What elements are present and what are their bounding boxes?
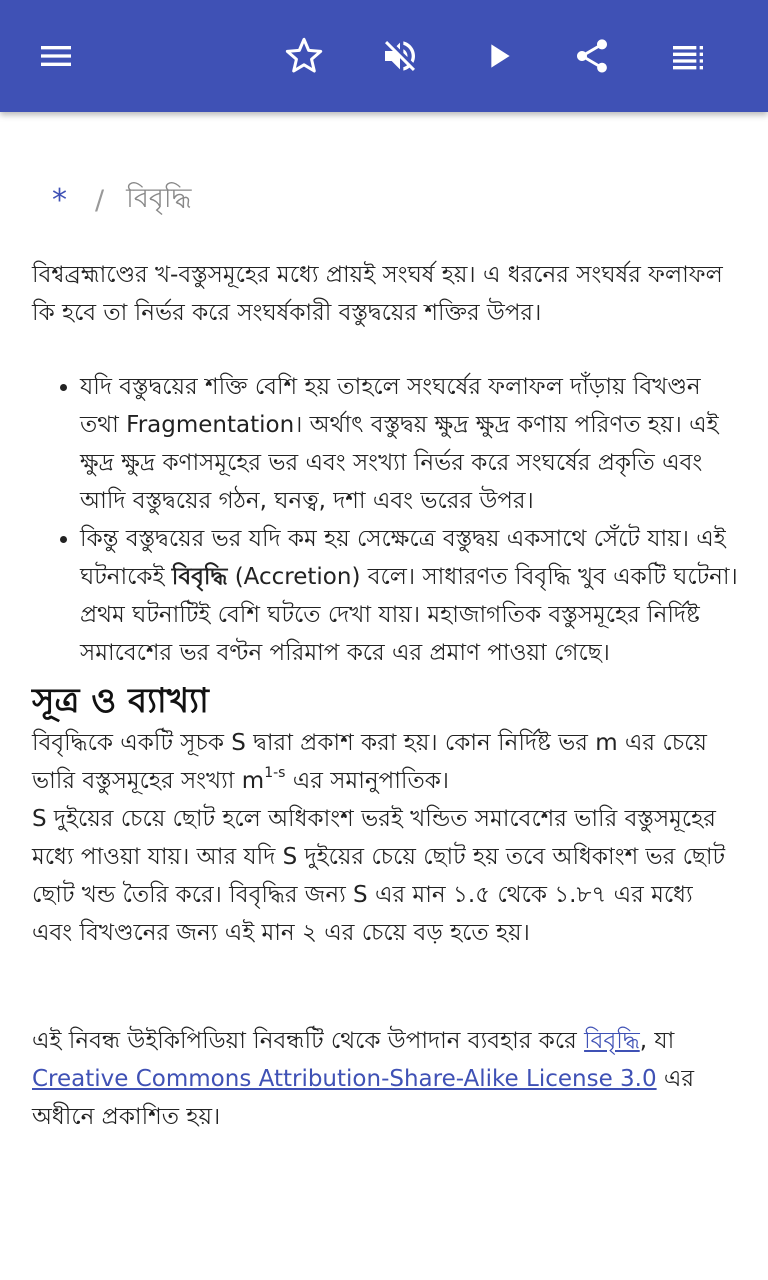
breadcrumb-current: বিবৃদ্ধি [126, 183, 192, 214]
share-button[interactable] [564, 28, 620, 84]
bullet2-text-start: কিন্তু বস্তুদ্বয়ের ভর যদি কম হয় সেক্ষেত্রে বস্তুদ্বয় একসাথে সেঁটে যায়। এই ঘটনাকেই [80, 526, 726, 590]
share-icon [572, 36, 612, 76]
play-icon [478, 36, 518, 76]
spacer [32, 952, 740, 1022]
attribution-text-start: এই নিবন্ধ উইকিপিডিয়া নিবন্ধটি থেকে উপাদান ব্যবহার করে [32, 1028, 585, 1054]
formula-text-start: বিবৃদ্ধিকে একটি সূচক S দ্বারা প্রকাশ করা হয়। কোন নির্দিষ্ট ভর m এর চেয়ে ভারি বস্তুসমূহের সংখ্যা m [32, 730, 707, 794]
menu-button[interactable] [28, 28, 84, 84]
star-icon [284, 36, 324, 76]
menu-icon [36, 36, 76, 76]
favorite-button[interactable] [276, 28, 332, 84]
formula-text-end: এর সমানুপাতিক। [285, 768, 450, 794]
play-button[interactable] [470, 28, 526, 84]
bullet2-text-end: (Accretion) বলে। সাধারণত বিবৃদ্ধি খুব একটি ঘটেনা। প্রথম ঘটনাটিই বেশি ঘটতে দেখা যায়। মহাজাগতিক বস্তুসমূহের নির্দিষ্ট সমাবেশের ভর বণ্টন পরিমাপ করে এর প্রমাণ পাওয়া গেছে। [80, 564, 738, 666]
list-item [80, 520, 740, 672]
formula-paragraph [32, 724, 740, 800]
attribution-text-mid: , যা [639, 1028, 675, 1054]
list-item: • যদি বস্তুদ্বয়ের শক্তি বেশি হয় তাহলে সংঘর্ষের ফলাফল দাঁড়ায় বিখণ্ডন তথা Fragmentation। অর্থাৎ বস্তুদ্বয় ক্ষুদ্র ক্ষুদ্র কণায় পরিণত হয়। এই ক্ষুদ্র ক্ষুদ্র কণাসমূহের ভর এবং সংখ্যা নির্ভর করে সংঘর্ষের প্রকৃতি এবং আদি বস্তুদ্বয়ের গঠন, ঘনত্ব, দশা এবং ভরের উপর। [80, 368, 740, 520]
mute-button[interactable] [372, 28, 428, 84]
breadcrumb [52, 178, 191, 223]
app-bar [0, 0, 768, 112]
article-body [32, 256, 740, 1136]
intro-paragraph: বিশ্বব্রহ্মাণ্ডের খ-বস্তুসমূহের মধ্যে প্রায়ই সংঘর্ষ হয়। এ ধরনের সংঘর্ষর ফলাফল কি হবে তা নির্ভর করে সংঘর্ষকারী বস্তুদ্বয়ের শক্তির উপর। [32, 262, 723, 326]
exponent: 1-s [264, 765, 286, 782]
section-heading: সূত্র ও ব্যাখ্যা [32, 681, 209, 721]
breadcrumb-separator: / [95, 185, 105, 216]
bullet-list [32, 368, 740, 672]
playlist-icon [668, 36, 708, 76]
license-link[interactable]: Creative Commons Attribution-Share-Alike License 3.0 [32, 1066, 657, 1092]
article-source-link[interactable]: বিবৃদ্ধি [584, 1028, 640, 1054]
attribution-text-end: এর অধীনে প্রকাশিত হয়। [32, 1066, 695, 1130]
volume-off-icon [380, 36, 420, 76]
explanation-paragraph: S দুইয়ের চেয়ে ছোট হলে অধিকাংশ ভরই খন্ডিত সমাবেশের ভারি বস্তুসমূহের মধ্যে পাওয়া যায়। আর যদি S দুইয়ের চেয়ে ছোট হয় তবে অধিকাংশ ভর ছোট ছোট খন্ড তৈরি করে। বিবৃদ্ধির জন্য S এর মান ১.৫ থেকে ১.৮৭ এর মধ্যে এবং বিখণ্ডনের জন্য এই মান ২ এর চেয়ে বড় হতে হয়। [32, 806, 726, 946]
breadcrumb-root[interactable]: * [52, 183, 67, 218]
bold-term: বিবৃদ্ধি [171, 564, 228, 590]
contents-button[interactable] [660, 28, 716, 84]
attribution-paragraph [32, 1022, 740, 1136]
